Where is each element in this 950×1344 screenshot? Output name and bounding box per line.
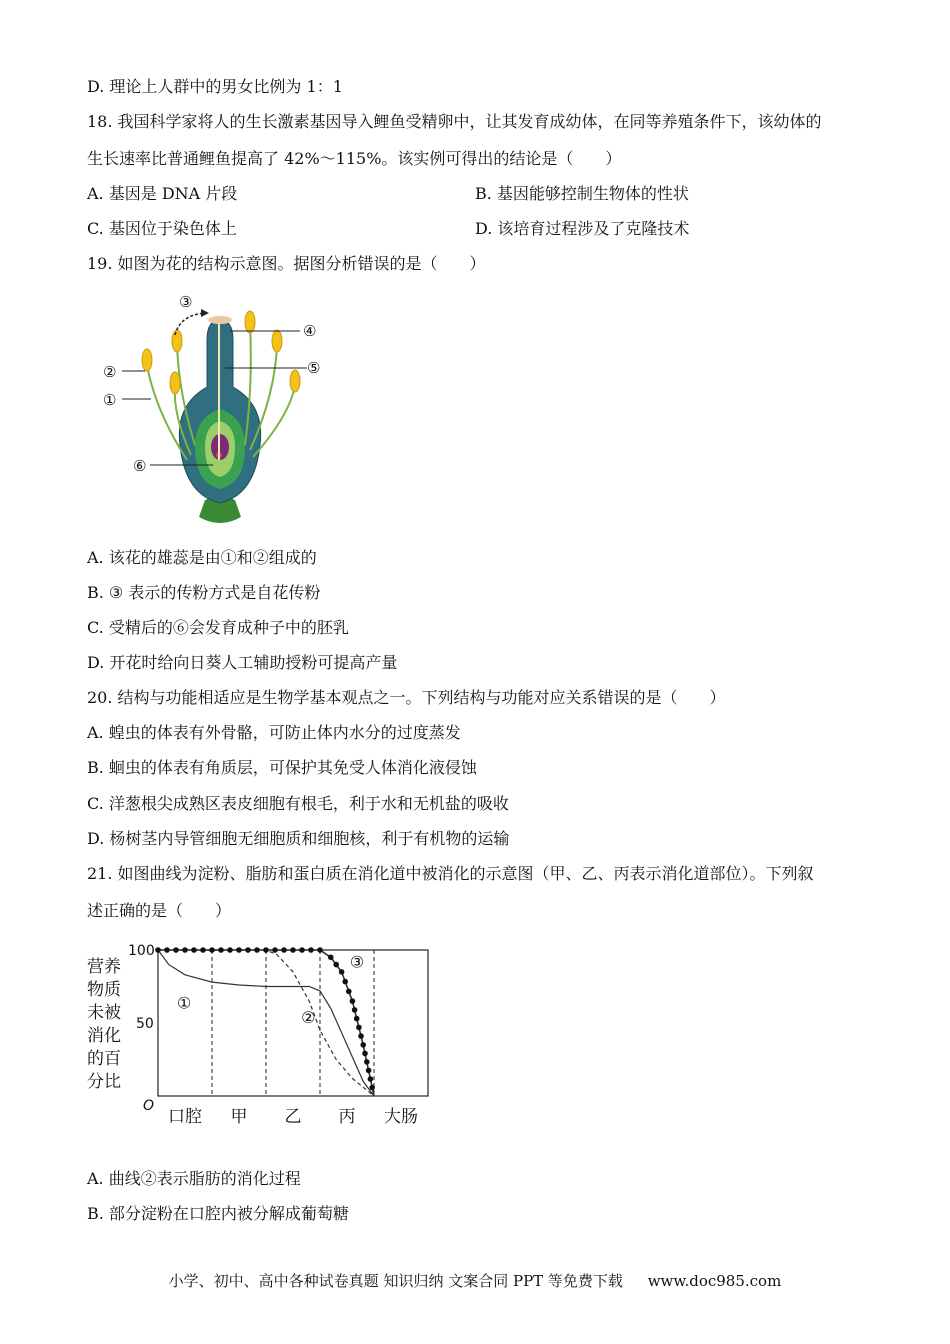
series-point	[245, 947, 251, 953]
series-point	[236, 947, 242, 953]
x-category-label: 丙	[338, 1107, 356, 1127]
x-category-label: 乙	[284, 1107, 302, 1127]
y-tick-label: 50	[136, 1016, 154, 1032]
y-axis-label-part: 分比	[87, 1072, 121, 1092]
series-point	[308, 947, 314, 953]
series-point	[164, 947, 170, 953]
series-label: ③	[349, 952, 365, 972]
series-point	[200, 947, 206, 953]
series-point	[173, 947, 179, 953]
q19-option-b: B. ③ 表示的传粉方式是自花传粉	[87, 583, 321, 602]
q19-option-d: D. 开花时给向日葵人工辅助授粉可提高产量	[87, 653, 398, 672]
series-point	[368, 1076, 374, 1082]
label-4: ④	[303, 322, 317, 340]
q17-option-d: D. 理论上人群中的男女比例为 1：1	[87, 77, 343, 96]
series-point	[263, 947, 269, 953]
q18-option-c: C. 基因位于染色体上	[87, 219, 237, 238]
series-point	[362, 1051, 368, 1057]
series-point	[209, 947, 215, 953]
anther-left-1	[142, 349, 152, 371]
arrow-head-icon	[201, 309, 209, 317]
series-point	[191, 947, 197, 953]
footer-text: 小学、初中、高中各种试卷真题 知识归纳 文案合同 PPT 等免费下载	[168, 1272, 623, 1290]
anther-right-2	[272, 330, 282, 352]
footer-url[interactable]: www.doc985.com	[647, 1272, 782, 1290]
series-label: ②	[301, 1008, 316, 1027]
series-point	[155, 947, 161, 953]
q20-stem: 20. 结构与功能相适应是生物学基本观点之一。下列结构与功能对应关系错误的是（ ）	[87, 688, 726, 707]
q18-option-b: B. 基因能够控制生物体的性状	[475, 184, 689, 203]
q20-option-d: D. 杨树茎内导管细胞无细胞质和细胞核，利于有机物的运输	[87, 829, 510, 848]
label-2: ②	[103, 363, 117, 381]
series-point	[350, 998, 356, 1004]
digestion-chart	[85, 938, 445, 1138]
y-axis-label-part: 营养	[87, 957, 121, 977]
y-axis-label-part: 物质	[87, 980, 121, 1000]
x-category-label: 大肠	[384, 1107, 418, 1127]
y-axis-label-part: 的百	[87, 1049, 121, 1069]
q21-stem-line2: 述正确的是（ ）	[87, 901, 232, 920]
label-3: ③	[179, 293, 193, 311]
q18-option-d: D. 该培育过程涉及了克隆技术	[475, 219, 690, 238]
series-point	[369, 1085, 375, 1091]
series-point	[299, 947, 305, 953]
series-point	[281, 947, 287, 953]
series-point	[346, 989, 352, 995]
q18-stem-line2: 生长速率比普通鲤鱼提高了 42%～115%。该实例可得出的结论是（ ）	[87, 149, 622, 168]
series-point	[364, 1059, 370, 1065]
anther-left-3	[172, 330, 182, 352]
y-tick-label: 100	[128, 943, 155, 959]
origin-label: O	[143, 1098, 155, 1114]
q19-option-c: C. 受精后的⑥会发育成种子中的胚乳	[87, 618, 349, 637]
q19-stem: 19. 如图为花的结构示意图。据图分析错误的是（ ）	[87, 254, 486, 273]
anther-left-2	[170, 372, 180, 394]
stigma-shape	[208, 316, 232, 324]
q18-option-a: A. 基因是 DNA 片段	[87, 184, 238, 203]
series-point	[333, 962, 339, 968]
series-point	[352, 1007, 358, 1013]
series-point	[254, 947, 260, 953]
q20-option-c: C. 洋葱根尖成熟区表皮细胞有根毛，利于水和无机盐的吸收	[87, 794, 509, 813]
q21-stem-line1: 21. 如图曲线为淀粉、脂肪和蛋白质在消化道中被消化的示意图（甲、乙、丙表示消化道部位）。下列叙	[87, 864, 814, 883]
series-point	[328, 955, 334, 961]
y-axis-label-part: 未被	[87, 1003, 121, 1023]
series-point	[339, 969, 345, 975]
anther-right-3	[290, 370, 300, 392]
series-point	[317, 947, 323, 953]
series-point	[182, 947, 188, 953]
page-footer	[0, 1270, 950, 1291]
series-point	[354, 1016, 360, 1022]
series-point	[356, 1025, 362, 1031]
series-point	[218, 947, 224, 953]
series-point	[366, 1068, 372, 1074]
q20-option-a: A. 蝗虫的体表有外骨骼，可防止体内水分的过度蒸发	[87, 723, 461, 742]
q18-stem-line1: 18. 我国科学家将人的生长激素基因导入鲤鱼受精卵中，让其发育成幼体，在同等养殖条件下，该幼体的	[87, 112, 822, 131]
label-6: ⑥	[133, 457, 147, 475]
series-point	[360, 1042, 366, 1048]
y-axis-label-part: 消化	[87, 1026, 121, 1046]
label-5: ⑤	[307, 359, 321, 377]
anther-right-1	[245, 311, 255, 333]
series-label: ①	[176, 993, 192, 1013]
q19-option-a: A. 该花的雄蕊是由①和②组成的	[87, 548, 317, 567]
q21-option-a: A. 曲线②表示脂肪的消化过程	[87, 1169, 301, 1188]
flower-structure-diagram	[95, 285, 345, 535]
x-category-label: 口腔	[168, 1107, 202, 1127]
series-point	[342, 979, 348, 985]
x-category-label: 甲	[230, 1107, 248, 1127]
series-point	[227, 947, 233, 953]
q20-option-b: B. 蛔虫的体表有角质层，可保护其免受人体消化液侵蚀	[87, 758, 477, 777]
label-1: ①	[103, 391, 117, 409]
series-point	[272, 947, 278, 953]
q21-option-b: B. 部分淀粉在口腔内被分解成葡萄糖	[87, 1204, 349, 1223]
series-point	[358, 1033, 364, 1039]
series-point	[290, 947, 296, 953]
